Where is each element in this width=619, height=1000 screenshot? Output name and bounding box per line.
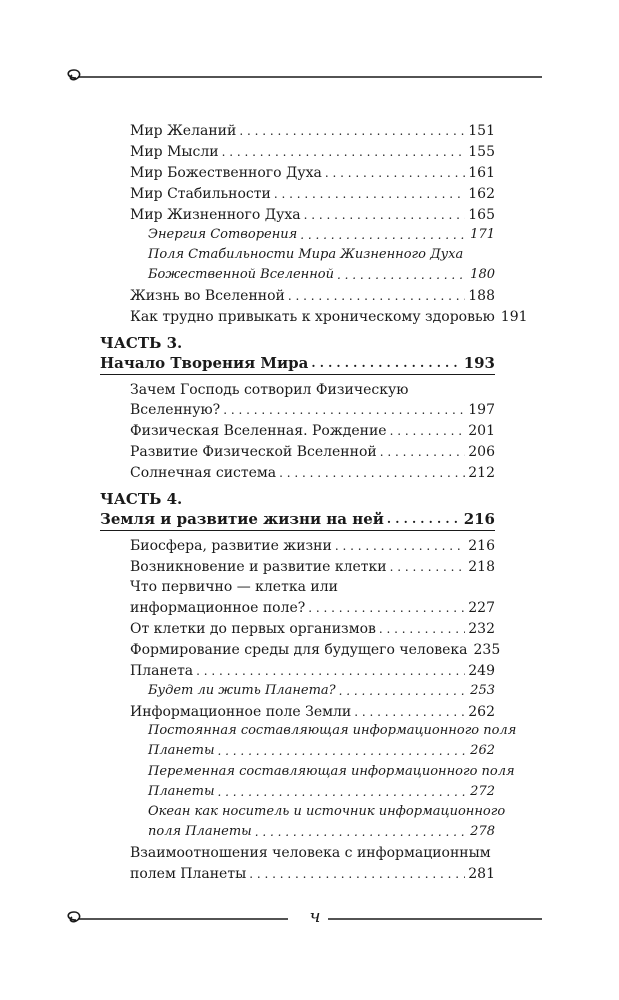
leader-dots	[339, 682, 468, 700]
toc-entry[interactable]	[130, 597, 495, 617]
leader-dots	[325, 164, 465, 182]
toc-subentry-line[interactable]: Поля Стабильности Мира Жизненного Духа	[148, 247, 464, 262]
toc-entry[interactable]	[130, 618, 495, 638]
toc-page: 171	[470, 227, 495, 242]
toc-title: Мир Мысли	[130, 144, 219, 160]
toc-entry[interactable]	[130, 285, 495, 305]
toc-title: Информационное поле Земли	[130, 704, 352, 720]
toc-page: 201	[468, 423, 495, 439]
leader-dots	[288, 287, 465, 305]
toc-entry[interactable]	[130, 120, 495, 140]
toc-entry[interactable]	[130, 462, 495, 482]
toc-title: Развитие Физической Вселенной	[130, 444, 377, 460]
toc-entry-line[interactable]: Что первично — клетка или	[130, 579, 338, 595]
leader-dots	[274, 185, 465, 203]
toc-entry[interactable]	[130, 183, 495, 203]
toc-page: 165	[468, 207, 495, 223]
toc-subentry[interactable]	[148, 781, 495, 801]
toc-title: Земля и развитие жизни на ней	[100, 510, 384, 528]
leader-dots	[379, 620, 465, 638]
leader-dots	[387, 510, 461, 528]
toc-page: 281	[468, 866, 495, 882]
toc-subentry[interactable]	[148, 821, 495, 841]
toc-entry[interactable]	[130, 306, 528, 326]
toc-entry[interactable]	[130, 420, 495, 440]
toc-page: 180	[470, 267, 495, 282]
toc-entry[interactable]	[130, 535, 495, 555]
toc-title: Планета	[130, 663, 194, 679]
leader-dots	[390, 558, 466, 576]
leader-dots	[311, 354, 460, 372]
toc-entry[interactable]	[130, 639, 501, 659]
heading-underline	[100, 374, 495, 375]
toc-title: Начало Творения Мира	[100, 354, 309, 372]
toc-title: Как трудно привыкать к хроническому здоровью	[130, 309, 495, 325]
toc-page: 262	[470, 743, 495, 758]
toc-entry[interactable]	[130, 441, 495, 461]
leader-dots	[279, 464, 465, 482]
toc-entry[interactable]	[130, 660, 495, 680]
toc-title: Жизнь во Вселенной	[130, 288, 285, 304]
toc-entry[interactable]	[130, 162, 495, 182]
part-label: ЧАСТЬ 4.	[100, 490, 183, 508]
leader-dots	[354, 703, 465, 721]
leader-dots	[249, 865, 465, 883]
leader-dots	[335, 537, 465, 555]
toc-page: 278	[470, 824, 495, 839]
leader-dots	[222, 143, 466, 161]
toc-entry[interactable]	[130, 204, 495, 224]
toc-title: Будет ли жить Планета?	[148, 683, 336, 698]
toc-title: Планеты	[148, 784, 215, 799]
leader-dots	[255, 823, 467, 841]
toc-page: 212	[468, 465, 495, 481]
toc-title: Солнечная система	[130, 465, 277, 481]
leader-dots	[218, 783, 468, 801]
toc-page: 151	[468, 123, 495, 139]
toc-page: 218	[468, 559, 495, 575]
toc-title: Вселенную?	[130, 402, 221, 418]
toc-page: 193	[463, 354, 495, 372]
toc-page: 235	[473, 642, 501, 658]
toc-title: Божественной Вселенной	[148, 267, 334, 282]
leader-dots	[308, 599, 465, 617]
toc-entry-line[interactable]: Взаимоотношения человека с информационным	[130, 845, 491, 861]
toc-entry[interactable]	[130, 556, 495, 576]
toc-subentry-line[interactable]: Переменная составляющая информационного поля	[148, 764, 515, 779]
page-number: ч	[309, 906, 321, 927]
part-heading[interactable]	[100, 352, 495, 372]
toc-page: 272	[470, 784, 495, 799]
toc-title: Возникновение и развитие клетки	[130, 559, 387, 575]
leader-dots	[390, 422, 466, 440]
toc-title: Мир Божественного Духа	[130, 165, 322, 181]
toc-title: Планеты	[148, 743, 215, 758]
toc-entry[interactable]	[130, 863, 495, 883]
toc-title: Мир Стабильности	[130, 186, 271, 202]
toc-page: 216	[463, 510, 495, 528]
toc-page: 162	[468, 186, 495, 202]
part-heading[interactable]	[100, 508, 495, 528]
toc-page: 232	[468, 621, 495, 637]
toc-entry[interactable]	[130, 399, 495, 419]
toc-page: 216	[468, 538, 495, 554]
toc-page: 155	[468, 144, 495, 160]
toc-subentry[interactable]	[148, 264, 495, 284]
toc-page: 253	[470, 683, 495, 698]
toc-entry-line[interactable]: Зачем Господь сотворил Физическую	[130, 382, 409, 398]
toc-title: Мир Желаний	[130, 123, 237, 139]
toc-page: 206	[468, 444, 495, 460]
toc-subentry-line[interactable]: Океан как носитель и источник информационного	[148, 804, 506, 819]
toc-page: 197	[468, 402, 495, 418]
toc-title: Биосфера, развитие жизни	[130, 538, 332, 554]
toc-subentry[interactable]	[148, 740, 495, 760]
toc-subentry[interactable]	[148, 224, 495, 244]
toc-title: информационное поле?	[130, 600, 306, 616]
toc-title: Мир Жизненного Духа	[130, 207, 301, 223]
toc-title: Энергия Сотворения	[148, 227, 298, 242]
leader-dots	[304, 206, 466, 224]
toc-page: 191	[500, 309, 528, 325]
toc-entry[interactable]	[130, 141, 495, 161]
toc-entry[interactable]	[130, 701, 495, 721]
leader-dots	[380, 443, 466, 461]
toc-subentry[interactable]	[148, 680, 495, 700]
leader-dots	[196, 662, 465, 680]
leader-dots	[223, 401, 465, 419]
toc-title: Формирование среды для будущего человека	[130, 642, 468, 658]
toc-page: 161	[468, 165, 495, 181]
toc-title: От клетки до первых организмов	[130, 621, 376, 637]
leader-dots	[337, 266, 467, 284]
toc-page: 262	[468, 704, 495, 720]
heading-underline	[100, 530, 495, 531]
leader-dots	[239, 122, 465, 140]
toc-subentry-line[interactable]: Постоянная составляющая информационного поля	[148, 723, 517, 738]
toc-page: 188	[468, 288, 495, 304]
toc-title: Физическая Вселенная. Рождение	[130, 423, 387, 439]
toc-title: поля Планеты	[148, 824, 252, 839]
toc-page: 249	[468, 663, 495, 679]
part-label: ЧАСТЬ 3.	[100, 334, 183, 352]
toc-page: 227	[468, 600, 495, 616]
leader-dots	[218, 742, 468, 760]
leader-dots	[300, 226, 467, 244]
toc-title: полем Планеты	[130, 866, 247, 882]
